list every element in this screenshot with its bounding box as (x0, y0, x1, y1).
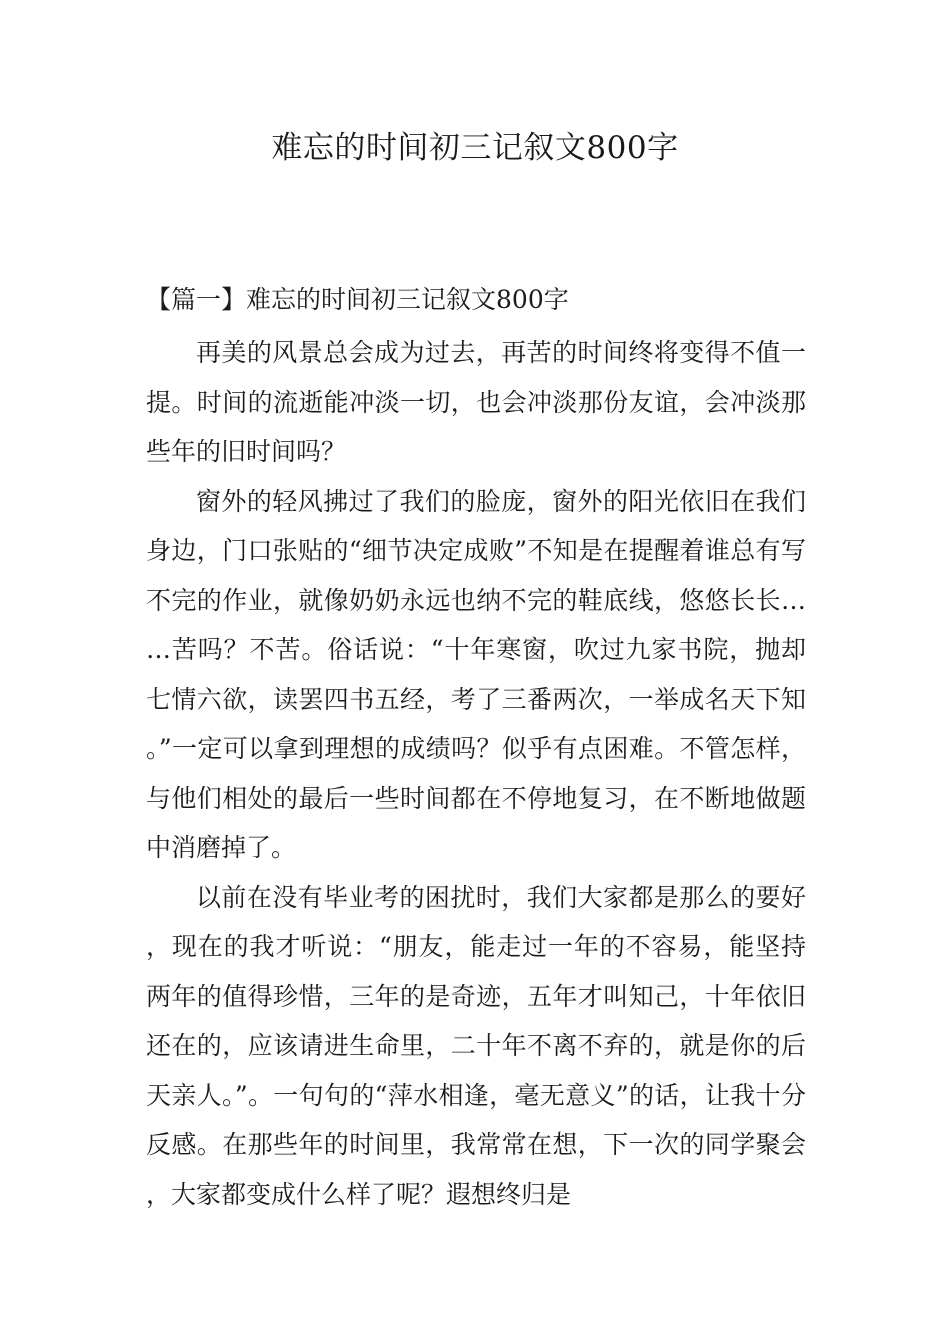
document-body (146, 280, 806, 1219)
paragraph-2: 窗外的轻风拂过了我们的脸庞，窗外的阳光依旧在我们身边，门口张贴的“细节决定成败”不知是在提醒着谁总有写不完的作业，就像奶奶永远也纳不完的鞋底线，悠悠长长……苦吗？不苦。俗话说：“十年寒窗，吹过九家书院，抛却七情六欲，读罢四书五经，考了三番两次，一举成名天下知。”一定可以拿到理想的成绩吗？似乎有点困难。不管怎样，与他们相处的最后一些时间都在不停地复习，在不断地做题中消磨掉了。 (146, 486, 806, 862)
paragraph-1: 再美的风景总会成为过去，再苦的时间终将变得不值一提。时间的流逝能冲淡一切，也会冲淡那份友谊，会冲淡那些年的旧时间吗？ (146, 338, 806, 466)
paragraph-3: 以前在没有毕业考的困扰时，我们大家都是那么的要好，现在的我才听说：“朋友，能走过一年的不容易，能坚持两年的值得珍惜，三年的是奇迹，五年才叫知己，十年依旧还在的，应该请进生命里，二十年不离不弃的，就是你的后天亲人。”。一句句的“萍水相逢，毫无意义”的话，让我十分反感。在那些年的时间里，我常常在想，下一次的同学聚会，大家都变成什么样了呢？遐想终归是 (146, 882, 806, 1209)
section-heading: 【篇一】难忘的时间初三记叙文800字 (146, 285, 569, 314)
document-title: 难忘的时间初三记叙文800字 (271, 130, 679, 166)
